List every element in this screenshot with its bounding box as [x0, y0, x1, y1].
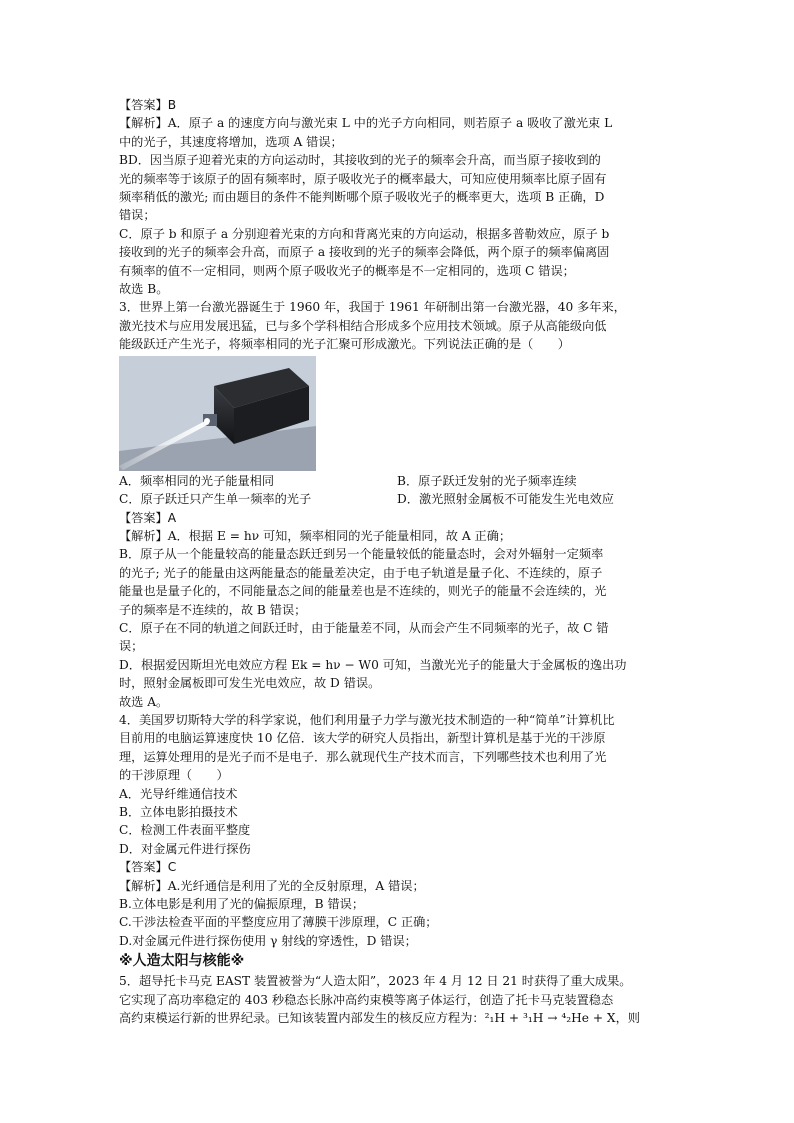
q3-analysis-line: B．原子从一个能量较高的能量态跃迁到另一个能量较低的能量态时，会对外辐射一定频率	[119, 547, 604, 562]
document-page	[119, 96, 675, 1027]
q3-analysis-line: 时，照射金属板即可发生光电效应，故 D 错误。	[119, 676, 381, 691]
q3-analysis-line: 故选 A。	[119, 694, 169, 709]
q2-analysis-line: C．原子 b 和原子 a 分别迎着光束的方向和背离光束的方向运动，根据多普勒效应，原子 b	[119, 226, 610, 241]
q3-options-row	[119, 490, 675, 508]
q2-analysis-line: 频率稍低的激光; 而由题目的条件不能判断哪个原子吸收光子的概率更大，选项 B 正确，D	[119, 190, 605, 205]
q3-stem-line: 能级跃迁产生光子，将频率相同的光子汇聚可形成激光。下列说法正确的是（ ）	[119, 337, 570, 352]
q3-option-b[interactable]: B．原子跃迁发射的光子频率连续	[397, 473, 577, 488]
q3-analysis-line: 【解析】A．根据 E = hν 可知，频率相同的光子能量相同，故 A 正确；	[119, 528, 512, 543]
q5-stem-text: 高约束模运行新的世界纪录。已知该装置内部发生的核反应方程为：	[119, 1011, 485, 1026]
q3-option-c[interactable]: C．原子跃迁只产生单一频率的光子	[119, 492, 312, 507]
q2-analysis-line: 光的频率等于该原子的固有频率时，原子吸收光子的概率最大，可知应使用频率比原子固有	[119, 171, 607, 186]
q4-answer: 【答案】C	[119, 860, 177, 875]
q3-analysis-line: 的光子; 光子的能量由这两能量态的能量差决定，由于电子轨道是量子化、不连续的，原子	[119, 565, 603, 580]
q5-stem-line	[119, 1009, 675, 1027]
q3-analysis-line: 能量也是量子化的，不同能量态之间的能量差也是不连续的，则光子的能量不会连续的，光	[119, 584, 607, 599]
q3-options-row	[119, 472, 675, 490]
q4-analysis-line: C.干涉法检查平面的平整度应用了薄膜干涉原理，C 正确；	[119, 915, 438, 930]
q4-option-b[interactable]: B．立体电影拍摄技术	[119, 805, 238, 819]
laser-device-photo	[119, 356, 316, 471]
q2-analysis-line: 错误；	[119, 208, 156, 223]
q3-analysis-line: 误；	[119, 639, 144, 654]
nuclear-equation: ²₁H + ³₁H → ⁴₂He + X，则	[484, 1011, 640, 1026]
laser-device-illustration	[119, 356, 316, 471]
q2-analysis-line: 接收到的光子的频率会升高，而原子 a 接收到的光子的频率会降低，两个原子的频率偏离固	[119, 245, 610, 260]
q4-stem-line: 目前用的电脑运算速度快 10 亿倍．该大学的研究人员指出，新型计算机是基于光的干涉原	[119, 731, 606, 746]
q2-answer: 【答案】B	[119, 98, 177, 112]
q3-analysis-line: C．原子在不同的轨道之间跃迁时，由于能量差不同，从而会产生不同频率的光子，故 C 错	[119, 620, 609, 635]
q3-stem-line: 3．世界上第一台激光器诞生于 1960 年，我国于 1961 年研制出第一台激光器，40 多年来，	[119, 300, 626, 315]
q5-stem-line: 它实现了高功率稳定的 403 秒稳态长脉冲高约束模等离子体运行，创造了托卡马克装置稳态	[119, 992, 614, 1007]
q5-stem-line: 5．超导托卡马克 EAST 装置被誉为“人造太阳”，2023 年 4 月 12 日 21 时获得了重大成果。	[119, 974, 632, 989]
q2-analysis-line: 有频率的值不一定相同，则两个原子吸收光子的概率是不一定相同的，选项 C 错误；	[119, 263, 575, 278]
q4-option-a[interactable]: A．光导纤维通信技术	[119, 786, 238, 801]
q2-analysis-line: BD．因当原子迎着光束的方向运动时，其接收到的光子的频率会升高，而当原子接收到的	[119, 153, 601, 168]
q4-stem-line: 4．美国罗切斯特大学的科学家说，他们利用量子力学与激光技术制造的一种“简单”计算机比	[119, 712, 615, 727]
q4-analysis-line: D.对金属元件进行探伤使用 γ 射线的穿透性，D 错误；	[119, 933, 417, 948]
q4-analysis-line: B.立体电影是利用了光的偏振原理，B 错误；	[119, 897, 365, 912]
q3-stem-line: 激光技术与应用发展迅猛，已与多个学科相结合形成多个应用技术领域。原子从高能级向低	[119, 318, 607, 333]
q3-analysis-line: 子的频率是不连续的，故 B 错误；	[119, 602, 307, 617]
q3-analysis-line: D．根据爱因斯坦光电效应方程 Ek = hν − W0 可知，当激光光子的能量大于金属板的逸出功	[119, 657, 627, 672]
section-title: ※人造太阳与核能※	[119, 953, 245, 970]
q3-option-d[interactable]: D．激光照射金属板不可能发生光电效应	[397, 492, 614, 507]
q2-analysis-line: 【解析】A．原子 a 的速度方向与激光束 L 中的光子方向相同，则若原子 a 吸收了激光束 L	[119, 116, 613, 131]
q2-analysis-line: 故选 B。	[119, 282, 169, 297]
q4-option-c[interactable]: C．检测工件表面平整度	[119, 823, 251, 838]
q4-option-d[interactable]: D．对金属元件进行探伤	[119, 841, 251, 856]
q3-answer: 【答案】A	[119, 510, 177, 525]
q2-analysis-line: 中的光子，其速度将增加，选项 A 错误；	[119, 134, 343, 149]
q3-option-a[interactable]: A．频率相同的光子能量相同	[119, 473, 275, 488]
q4-stem-line: 理，运算处理用的是光子而不是电子．那么就现代生产技术而言，下列哪些技术也利用了光	[119, 749, 607, 764]
q4-analysis-line: 【解析】A.光纤通信是利用了光的全反射原理，A 错误；	[119, 878, 425, 893]
q4-stem-line: 的干涉原理（ ）	[119, 768, 229, 783]
